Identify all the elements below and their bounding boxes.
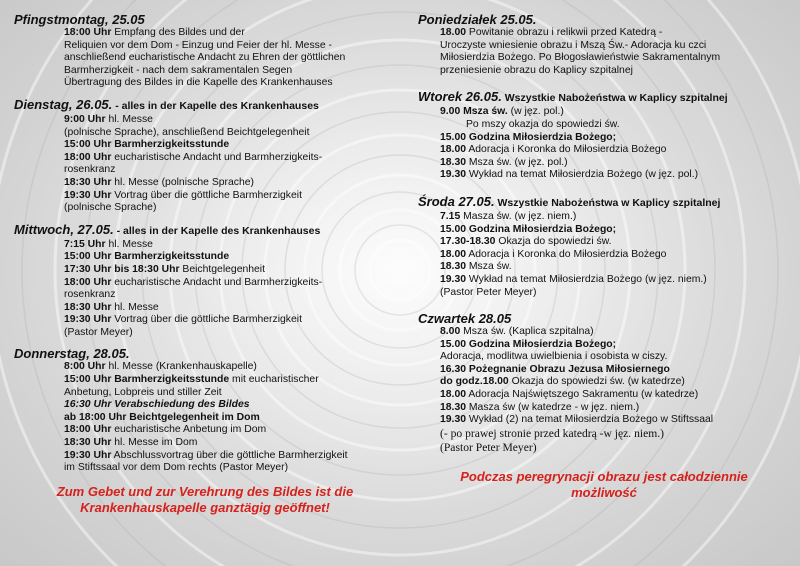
section-poniedzialek: Poniedziałek 25.05. 18.00 Powitanie obrazu i relikwii przed Katedrą - Uroczyste wniesienie obrazu i Mszą Św.- Adoracja ku czci Miłosierdzia Bożego. Po Błogosławieństwie Sakramentalnym przeniesienie obrazu do Kaplicy szpitalnej: [418, 12, 790, 77]
opening-notice: Zum Gebet und zur Verehrung des Bildes ist die Krankenhauskapelle ganztägig geöffnet!: [56, 483, 354, 515]
polish-schedule: [418, 12, 790, 501]
day-title: Dienstag, 26.05. - alles in der Kapelle des Krankenhauses: [14, 96, 319, 112]
section-sroda: Środa 27.05. Wszystkie Nabożeństwa w Kaplicy szpitalnej 7.15 Masza św. (w jęz. niem.) 15.00 Godzina Miłosierdzia Bożego; 17.30-18.30 Okazja do spowiedzi św. 18.00 Adoracja i Koronka do Miłosierdzia Bożego 18.30 Msza św. 19.30 Wykład na temat Miłosierdzia Bożego (w jęz. niem.) (Pastor Peter Meyer): [418, 194, 790, 299]
section-wtorek: Wtorek 26.05. Wszystkie Nabożeństwa w Kaplicy szpitalnej 9.00 Msza św. (w jęz. pol.) Po mszy okazja do spowiedzi św. 15.00 Godzina Miłosierdzia Bożego; 18.00 Adoracja i Koronka do Miłosierdzia Bożego 18.30 Msza św. (w jęz. pol.) 19.30 Wykład na temat Miłosierdzia Bożego (w jęz. pol.): [418, 89, 790, 182]
german-schedule: [14, 12, 396, 516]
availability-notice: Podczas peregrynacji obrazu jest całodziennie możliwość: [460, 468, 748, 500]
section-czwartek: Czwartek 28.05 8.00 Msza św. (Kaplica szpitalna) 15.00 Godzina Miłosierdzia Bożego; Adoracja, modlitwa uwielbienia i osobista w ciszy. 16.30 Pożegnanie Obrazu Jezusa Miłosiernego do godz.18.00 Okazja do spowiedzi św. (w katedrze) 18.00 Adoracja Najświętszego Sakramentu (w katedrze) 18.30 Masza św (w katedrze - w jęz. niem.) 19.30 Wykład (2) na temat Miłosierdzia Bożego w Stiftssaal (- po prawej stronie przed katedrą -w jęz. niem.) (Pastor Peter Meyer): [418, 311, 790, 455]
day-title: Czwartek 28.05: [418, 311, 512, 327]
day-title: Wtorek 26.05. Wszystkie Nabożeństwa w Kaplicy szpitalnej: [418, 89, 728, 105]
day-title: Środa 27.05. Wszystkie Nabożeństwa w Kaplicy szpitalnej: [418, 193, 721, 209]
day-title: Pfingstmontag, 25.05: [14, 12, 145, 27]
section-mittwoch: Mittwoch, 27.05. - alles in der Kapelle des Krankenhauses 7:15 Uhr hl. Messe 15:00 Uhr Barmherzigkeitsstunde 17:30 Uhr bis 18:30 Uhr Beichtgelegenheit 18:00 Uhr eucharistische Andacht und Barmherzigkeits- rosenkranz 18:30 Uhr hl. Messe 19:30 Uhr Vortrag über die göttliche Barmherzigkeit (Pastor Meyer): [14, 222, 396, 340]
day-title: Mittwoch, 27.05. - alles in der Kapelle des Krankenhauses: [14, 221, 321, 237]
section-donnerstag: Donnerstag, 28.05. 8:00 Uhr hl. Messe (Krankenhauskapelle) 15:00 Uhr Barmherzigkeitsstunde mit eucharistischer Anbetung, Lobpreis und stiller Zeit 16:30 Uhr Verabschiedung des Bildes ab 18:00 Uhr Beichtgelegenheit im Dom 18:00 Uhr eucharistische Anbetung im Dom 18:30 Uhr hl. Messe im Dom 19:30 Uhr Abschlussvortrag über die göttliche Barmherzigkeit im Stiftssaal vor dem Dom rechts (Pastor Meyer): [14, 346, 396, 474]
section-dienstag: Dienstag, 26.05. - alles in der Kapelle des Krankenhauses 9:00 Uhr hl. Messe (polnische Sprache), anschließend Beichtgelegenheit 15:00 Uhr Barmherzigkeitsstunde 18:00 Uhr eucharistische Andacht und Barmherzigkeits- rosenkranz 18:30 Uhr hl. Messe (polnische Sprache) 19:30 Uhr Vortrag über die göttliche Barmherzigkeit (polnische Sprache): [14, 97, 396, 215]
day-title: Poniedziałek 25.05.: [418, 12, 537, 27]
section-pfingstmontag: Pfingstmontag, 25.05 18:00 Uhr Empfang des Bildes und der Reliquien vor dem Dom - Einzug und Feier der hl. Messe - anschließend eucharistische Andacht zu Ehren der göttlichen Barmherzigkeit - nach dem sakramentalen Segen Übertragung des Bildes in die Kapelle des Krankenhauses: [14, 12, 396, 90]
day-title: Donnerstag, 28.05.: [14, 346, 130, 362]
